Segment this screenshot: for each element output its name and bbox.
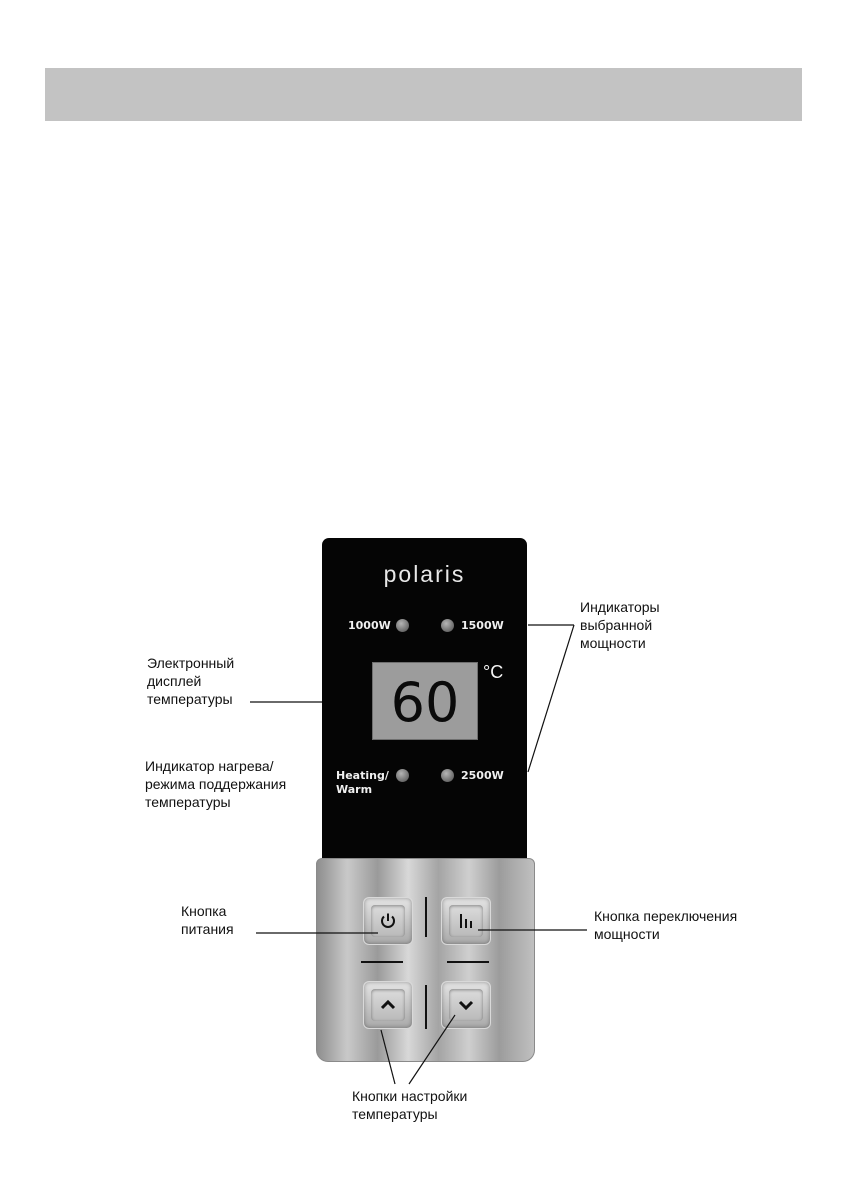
- led-label-heating: Heating/: [336, 769, 389, 782]
- callout-display-line3: температуры: [147, 691, 233, 707]
- callout-mode-button: [594, 907, 737, 943]
- temperature-unit: °C: [483, 662, 504, 682]
- temperature-value: 60: [390, 671, 460, 734]
- callout-mode-button-line1: Кнопка переключения: [594, 908, 738, 924]
- led-label-warm: Warm: [336, 783, 373, 796]
- callout-display: [147, 654, 234, 708]
- callout-power-indicators: [580, 598, 660, 652]
- callout-heating-line3: температуры: [145, 794, 231, 810]
- callout-power-indicators-line3: мощности: [580, 635, 646, 651]
- led-label-2500w: 2500W: [461, 769, 504, 782]
- brand-logo: polaris: [383, 561, 466, 587]
- callout-temp-buttons: [352, 1087, 467, 1123]
- callout-power-indicators-line2: выбранной: [580, 617, 653, 633]
- callout-power-indicators-line1: Индикаторы: [580, 599, 660, 615]
- callout-heating-indicator: [145, 757, 286, 811]
- callout-mode-button-line2: мощности: [594, 926, 660, 942]
- callout-heating-line1: Индикатор нагрева/: [145, 758, 274, 774]
- callout-power-button-line2: питания: [181, 921, 234, 937]
- callout-display-line1: Электронный: [147, 655, 235, 671]
- leader-power-indicators-d: [528, 625, 574, 772]
- leader-temp-down: [409, 1015, 455, 1084]
- callout-temp-buttons-line1: Кнопки настройки: [352, 1088, 468, 1104]
- callout-power-button-line1: Кнопка: [181, 903, 227, 919]
- led-label-1500w: 1500W: [461, 619, 504, 632]
- callout-power-button: [181, 902, 234, 938]
- callout-display-line2: дисплей: [147, 673, 202, 689]
- led-label-1000w: 1000W: [348, 619, 391, 632]
- callout-temp-buttons-line2: температуры: [352, 1106, 438, 1122]
- callout-heating-line2: режима поддержания: [145, 776, 287, 792]
- leader-temp-up: [381, 1030, 395, 1084]
